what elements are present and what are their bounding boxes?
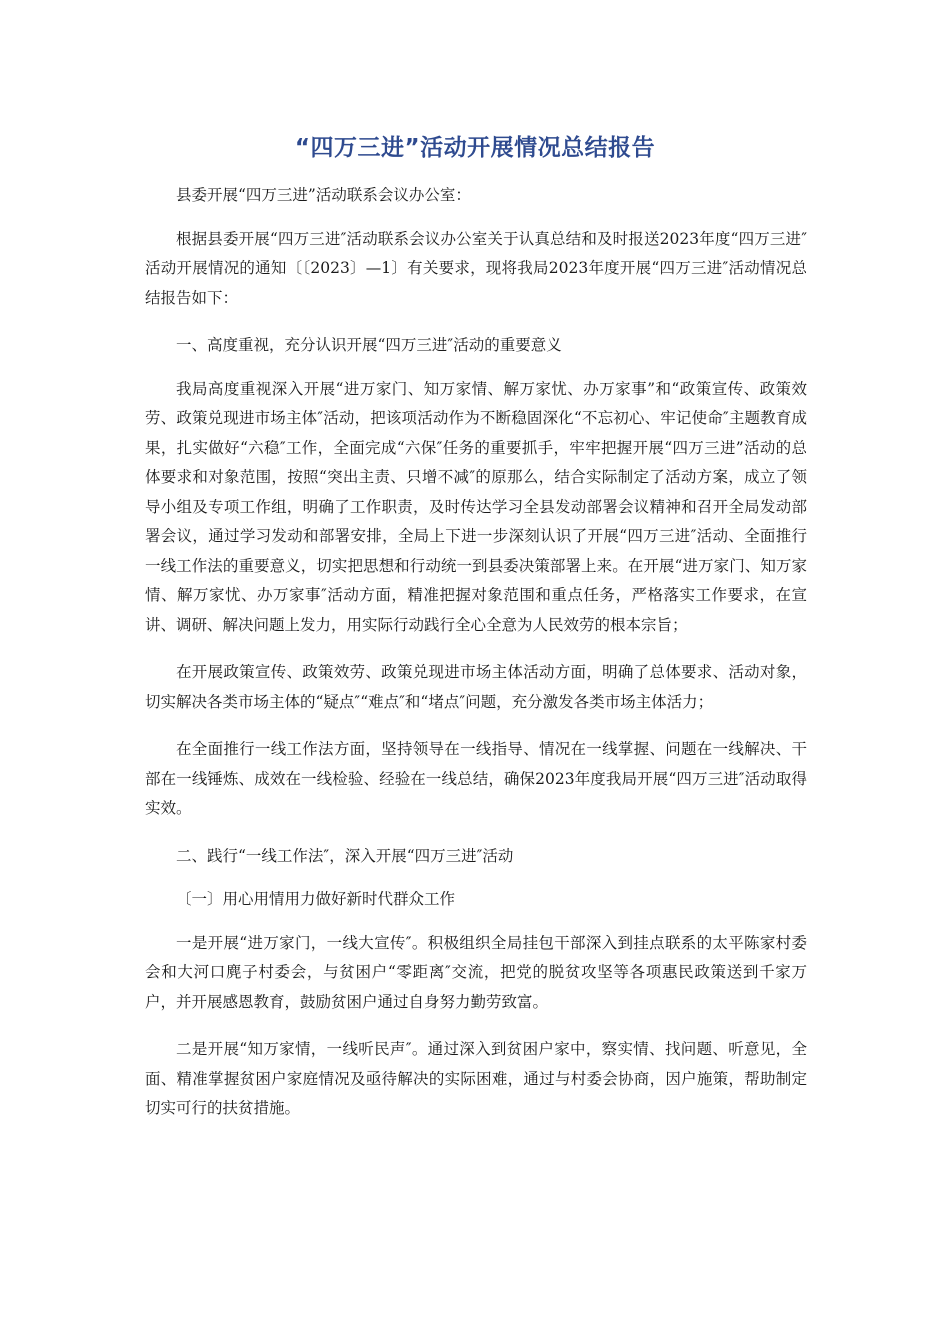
document-body	[145, 181, 807, 1142]
body-paragraph: 一是开展“进万家门，一线大宣传″。积极组织全局挂包干部深入到挂点联系的太平陈家村委会和大河口麂子村委会，与贫困户“零距离″交流，把党的脱贫攻坚等各项惠民政策送到千家万户，并开展感恩教育，鼓励贫困户通过自身努力勤劳致富。	[145, 933, 807, 1011]
salutation-paragraph: 县委开展“四万三进”活动联系会议办公室：	[176, 186, 471, 204]
intro-paragraph: 根据县委开展“四万三进″活动联系会议办公室关于认真总结和及时报送2023年度“四万三进″活动开展情况的通知〔〔2023〕—1〕有关要求，现将我局2023年度开展“四万三进″活动情况总结报告如下：	[145, 229, 807, 307]
body-paragraph: 我局高度重视深入开展“进万家门、知万家情、解万家忧、办万家事”和“政策宣传、政策效劳、政策兑现进市场主体″活动，把该项活动作为不断稳固深化“不忘初心、牢记使命″主题教育成果，扎实做好“六稳″工作，全面完成“六保″任务的重要抓手，牢牢把握开展“四万三进”活动的总体要求和对象范围，按照“突出主责、只增不减″的原那么，结合实际制定了活动方案，成立了领导小组及专项工作组，明确了工作职责，及时传达学习全县发动部署会议精神和召开全局发动部署会议，通过学习发动和部署安排，全局上下进一步深刻认识了开展“四万三进″活动、全面推行一线工作法的重要意义，切实把思想和行动统一到县委决策部署上来。在开展“进万家门、知万家情、解万家忧、办万家事″活动方面，精准把握对象范围和重点任务，严格落实工作要求，在宣讲、调研、解决问题上发力，用实际行动践行全心全意为人民效劳的根本宗旨；	[145, 379, 807, 634]
body-paragraph: 在开展政策宣传、政策效劳、政策兑现进市场主体活动方面，明确了总体要求、活动对象，切实解决各类市场主体的“疑点″“难点″和“堵点″问题，充分激发各类市场主体活力；	[145, 663, 807, 711]
section-heading-1: 一、高度重视，充分认识开展“四万三进″活动的重要意义	[176, 336, 562, 354]
body-paragraph: 在全面推行一线工作法方面，坚持领导在一线指导、情况在一线掌握、问题在一线解决、干部在一线锤炼、成效在一线检验、经验在一线总结，确保2023年度我局开展“四万三进″活动取得实效。	[145, 740, 807, 817]
subsection-heading-1: 〔一〕用心用情用力做好新时代群众工作	[176, 890, 456, 908]
document-title: “四万三进”活动开展情况总结报告	[294, 135, 656, 161]
section-heading-2: 二、践行“一线工作法″，深入开展“四万三进″活动	[176, 846, 514, 865]
body-paragraph: 二是开展“知万家情，一线听民声″。通过深入到贫困户家中，察实情、找问题、听意见，全面、精准掌握贫困户家庭情况及亟待解决的实际困难，通过与村委会协商，因户施策，帮助制定切实可行的扶贫措施。	[145, 1040, 807, 1117]
